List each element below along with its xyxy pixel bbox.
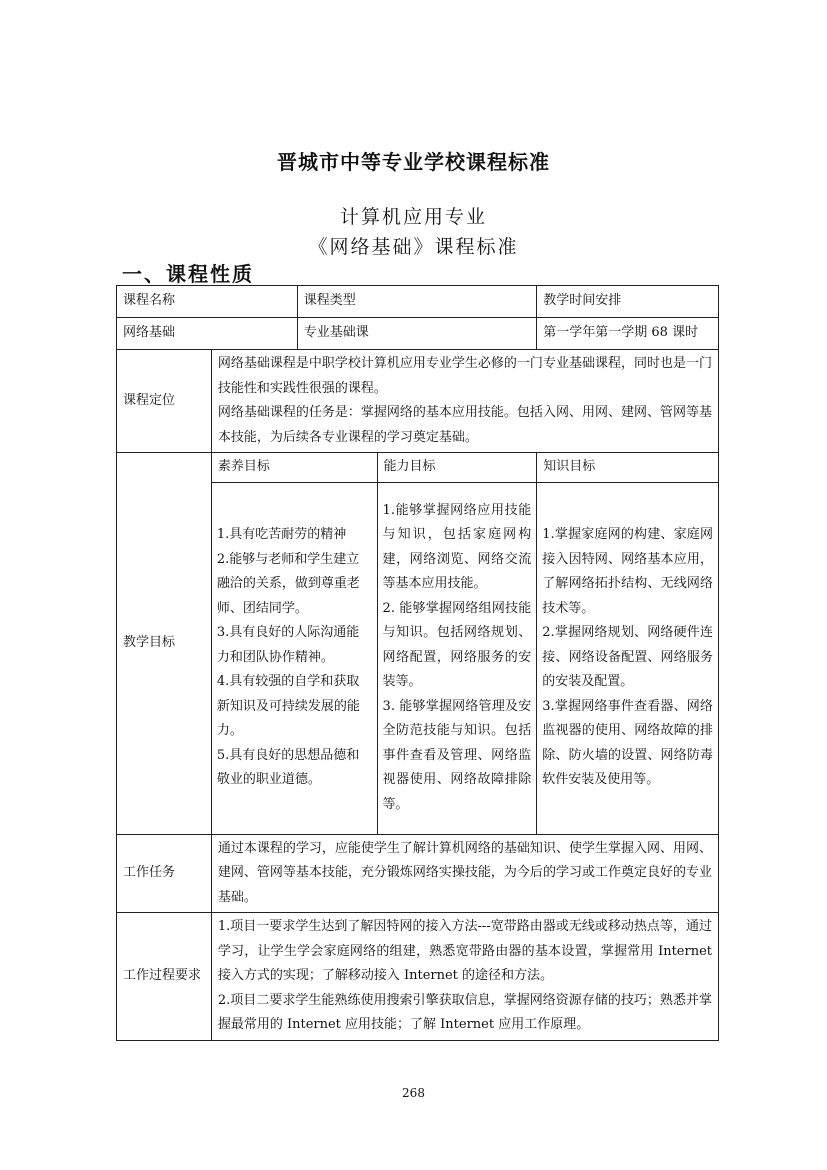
goals-col2-title: 能力目标 xyxy=(377,453,537,483)
course-name-value: 网络基础 xyxy=(117,318,298,350)
page-number: 268 xyxy=(402,1086,425,1100)
task-text: 通过本课程的学习，应能使学生了解计算机网络的基础知识、使学生掌握入网、用网、建网、管网等基本技能，充分锻炼网络实操技能，为今后的学习或工作奠定良好的专业基础。 xyxy=(211,834,718,913)
knowledge-goal-item: 1.掌握家庭网的构建、家庭网接入因特网、网络基本应用，了解网络拓扑结构、无线网络技术等。 xyxy=(542,527,713,616)
process-line: 2.项目二要求学生能熟练使用搜索引擎获取信息，掌握网络资源存储的技巧；熟悉并掌握最常用的 Internet 应用技能；了解 Internet 应用工作原理。 xyxy=(217,992,712,1032)
course-type-label: 课程类型 xyxy=(297,286,537,318)
literacy-goal-item: 2.能够与老师和学生建立融洽的关系，做到尊重老师、团结同学。 xyxy=(216,551,360,616)
document-title: 晋城市中等专业学校课程标准 xyxy=(277,150,550,174)
ability-goal-item: 2. 能够掌握网络组网技能与知识。包括网络规划、网络配置，网络服务的安装等。 xyxy=(382,600,532,690)
section-heading: 一、课程性质 xyxy=(122,262,254,286)
process-text xyxy=(211,913,718,1041)
course-subtitle: 《网络基础》课程标准 xyxy=(308,236,519,258)
ability-goals xyxy=(377,482,537,834)
goals-col1-title: 素养目标 xyxy=(211,453,377,483)
process-row xyxy=(117,913,719,1041)
knowledge-goals xyxy=(537,482,719,834)
positioning-text xyxy=(211,350,718,453)
positioning-row xyxy=(117,350,719,453)
ability-goal-item: 3. 能够掌握网络管理及安全防范技能与知识。包括事件查看及管理、网络监视器使用、网络故障排除等。 xyxy=(382,698,532,812)
process-line: 1.项目一要求学生达到了解因特网的接入方法---宽带路由器或无线或移动热点等，通过学习，让学生学会家庭网络的组建，熟悉宽带路由器的基本设置，掌握常用 Internet 接入方式的实现；了解移动接入 Internet 的途径和方法。 xyxy=(217,919,712,983)
goals-label: 教学目标 xyxy=(117,453,212,835)
major-subtitle: 计算机应用专业 xyxy=(339,206,487,228)
task-row xyxy=(117,834,719,913)
literacy-goals xyxy=(211,482,377,834)
schedule-label: 教学时间安排 xyxy=(537,286,719,318)
literacy-goal-item: 4.具有较强的自学和获取新知识及可持续发展的能力。 xyxy=(216,674,360,739)
course-standard-table xyxy=(116,285,719,1041)
table-header-row xyxy=(117,286,719,318)
positioning-line: 网络基础课程是中职学校计算机应用专业学生必修的一门专业基础课程，同时也是一门技能性和实践性很强的课程。 xyxy=(217,356,712,396)
course-type-value: 专业基础课 xyxy=(297,318,537,350)
schedule-value: 第一学年第一学期 68 课时 xyxy=(537,318,719,350)
literacy-goal-item: 1.具有吃苦耐劳的精神 xyxy=(216,527,347,543)
ability-goal-item: 1.能够掌握网络应用技能与知识，包括家庭网构建，网络浏览、网络交流等基本应用技能。 xyxy=(382,502,532,592)
knowledge-goal-item: 3.掌握网络事件查看器、网络监视器的使用、网络故障的排除、防火墙的设置、网络防毒软件安装及使用等。 xyxy=(542,698,713,788)
literacy-goal-item: 3.具有良好的人际沟通能力和团队协作精神。 xyxy=(216,625,360,665)
positioning-line: 网络基础课程的任务是：掌握网络的基本应用技能。包括入网、用网、建网、管网等基本技能，为后续各专业课程的学习奠定基础。 xyxy=(217,405,712,445)
literacy-goal-item: 5.具有良好的思想品德和敬业的职业道德。 xyxy=(216,747,360,788)
positioning-label: 课程定位 xyxy=(117,350,212,453)
task-label: 工作任务 xyxy=(117,834,212,913)
table-value-row xyxy=(117,318,719,350)
goals-title-row xyxy=(117,453,719,483)
course-name-label: 课程名称 xyxy=(117,286,298,318)
goals-col3-title: 知识目标 xyxy=(537,453,719,483)
process-label: 工作过程要求 xyxy=(117,913,212,1041)
knowledge-goal-item: 2.掌握网络规划、网络硬件连接、网络设备配置、网络服务的安装及配置。 xyxy=(542,625,713,690)
